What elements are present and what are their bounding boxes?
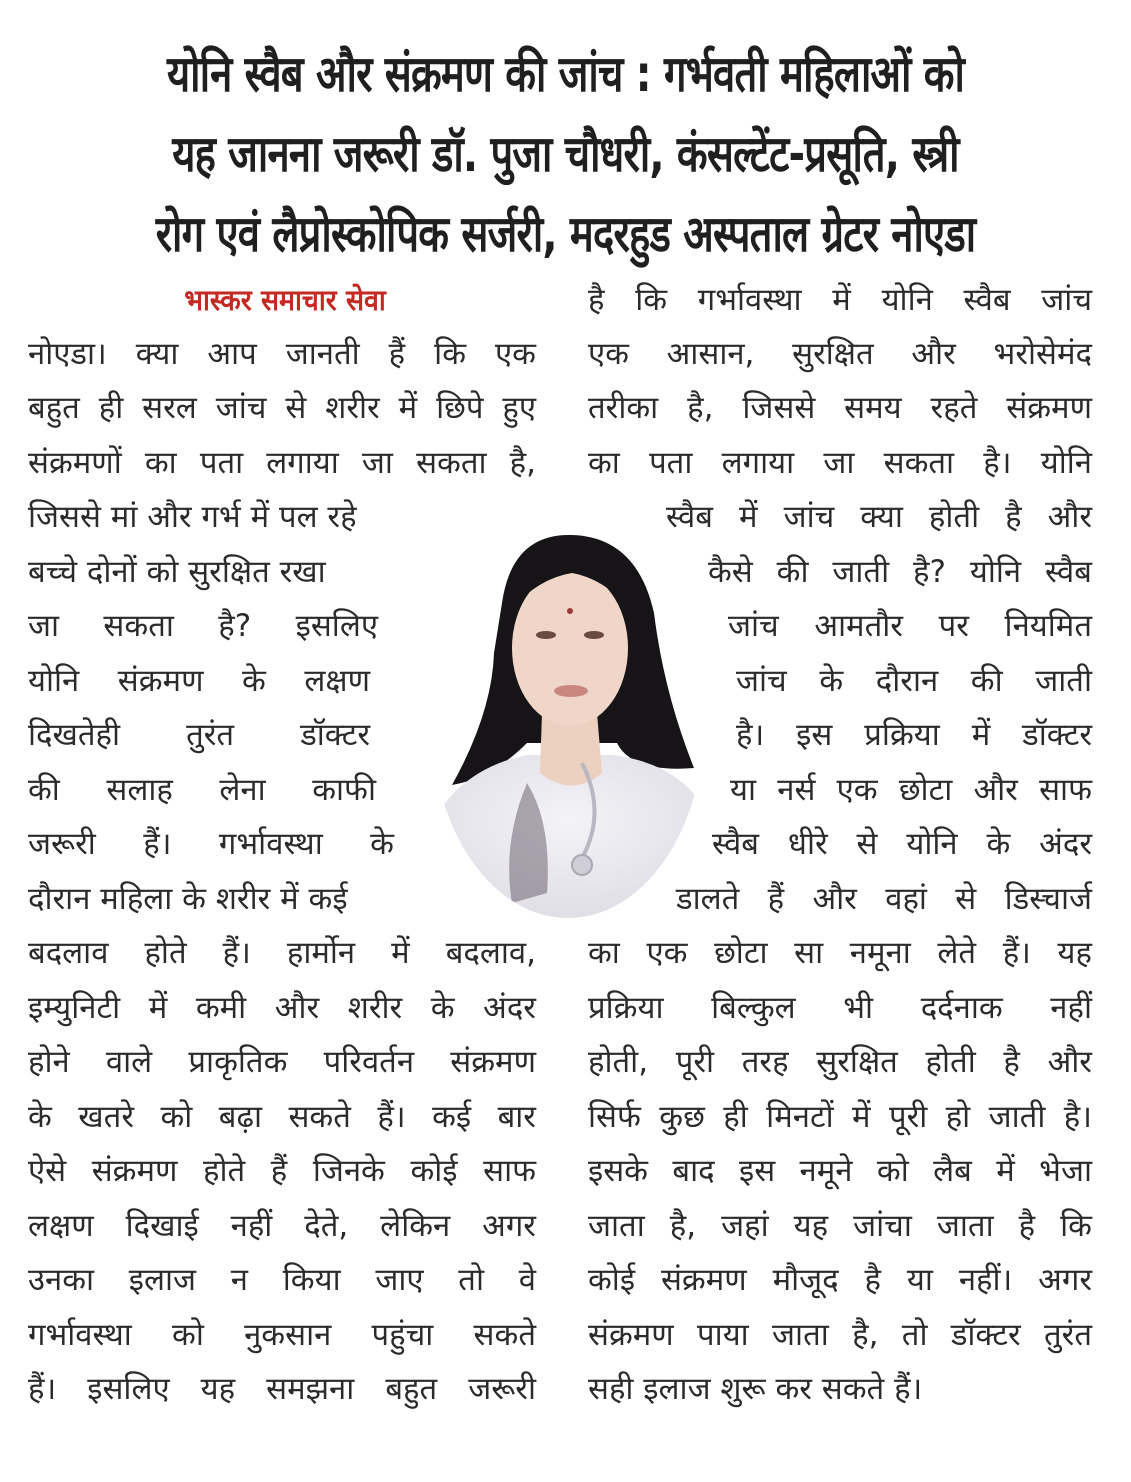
right-line: या नर्स एक छोटा और साफ [730,772,1092,808]
left-line: बदलाव होते हैं। हार्मोन में बदलाव, [28,935,536,971]
left-line: जिससे मां और गर्भ में पल रहे [28,499,357,535]
left-line: बच्चे दोनों को सुरक्षित रखा [28,554,326,590]
headline-line-3: रोग एवं लैप्रोस्कोपिक सर्जरी, मदरहुड अस्पताल ग्रेटर नोएडा [155,205,976,263]
left-line: उनका इलाज न किया जाए तो वे [28,1262,536,1298]
right-line: जांच के दौरान की जाती [736,663,1092,699]
left-line: की सलाह लेना काफी [28,772,376,808]
right-line: एक आसान, सुरक्षित और भरोसेमंद [588,336,1092,372]
left-line: गर्भावस्था को नुकसान पहुंचा सकते [28,1317,536,1353]
portrait-image-icon [432,523,704,918]
left-line: जरूरी हैं। गर्भावस्था के [28,826,394,862]
right-line: इसके बाद इस नमूने को लैब में भेजा [588,1153,1092,1189]
right-line: का पता लगाया जा सकता है। योनि [588,445,1092,481]
right-line: का एक छोटा सा नमूना लेते हैं। यह [588,935,1092,971]
right-line: डालते हैं और वहां से डिस्चार्ज [676,881,1092,917]
right-line: स्वैब में जांच क्या होती है और [666,499,1092,535]
left-line: दिखतेही तुरंत डॉक्टर [28,717,370,753]
left-line: दौरान महिला के शरीर में कई [28,881,348,917]
left-line: बहुत ही सरल जांच से शरीर में छिपे हुए [28,390,536,426]
left-line: लक्षण दिखाई नहीं देते, लेकिन अगर [28,1208,536,1244]
left-line: योनि संक्रमण के लक्षण [28,663,370,699]
left-line: होने वाले प्राकृतिक परिवर्तन संक्रमण [28,1044,536,1080]
byline: भास्कर समाचार सेवा [184,283,386,317]
left-line: संक्रमणों का पता लगाया जा सकता है, [28,445,536,481]
headline-line-2: यह जानना जरूरी डॉ. पुजा चौधरी, कंसल्टेंट-प्रसूति, स्त्री [172,125,959,183]
right-line: सिर्फ कुछ ही मिनटों में पूरी हो जाती है। [588,1099,1092,1135]
right-line: कोई संक्रमण मौजूद है या नहीं। अगर [588,1262,1092,1298]
right-line: होती, पूरी तरह सुरक्षित होती है और [588,1044,1092,1080]
right-line: सही इलाज शुरू कर सकते हैं। [588,1371,923,1407]
right-line: जाता है, जहां यह जांचा जाता है कि [588,1208,1092,1244]
right-line: तरीका है, जिससे समय रहते संक्रमण [588,390,1092,426]
left-line: इम्युनिटी में कमी और शरीर के अंदर [28,990,536,1026]
right-line: संक्रमण पाया जाता है, तो डॉक्टर तुरंत [588,1317,1092,1353]
left-line: नोएडा। क्या आप जानती हैं कि एक [28,336,536,372]
right-line: जांच आमतौर पर नियमित [728,608,1092,644]
right-line: कैसे की जाती है? योनि स्वैब [708,554,1092,590]
right-line: स्वैब धीरे से योनि के अंदर [712,826,1092,862]
left-line: हैं। इसलिए यह समझना बहुत जरूरी [28,1371,536,1407]
headline-line-1: योनि स्वैब और संक्रमण की जांच : गर्भवती महिलाओं को [166,45,965,103]
left-line: के खतरे को बढ़ा सकते हैं। कई बार [28,1099,536,1135]
right-line: प्रक्रिया बिल्कुल भी दर्दनाक नहीं [588,990,1092,1026]
right-line: है। इस प्रक्रिया में डॉक्टर [736,717,1092,753]
left-line: जा सकता है? इसलिए [28,608,378,644]
right-line: है कि गर्भावस्था में योनि स्वैब जांच [588,282,1092,318]
doctor-portrait [432,523,704,918]
left-line: ऐसे संक्रमण होते हैं जिनके कोई साफ [28,1153,536,1189]
